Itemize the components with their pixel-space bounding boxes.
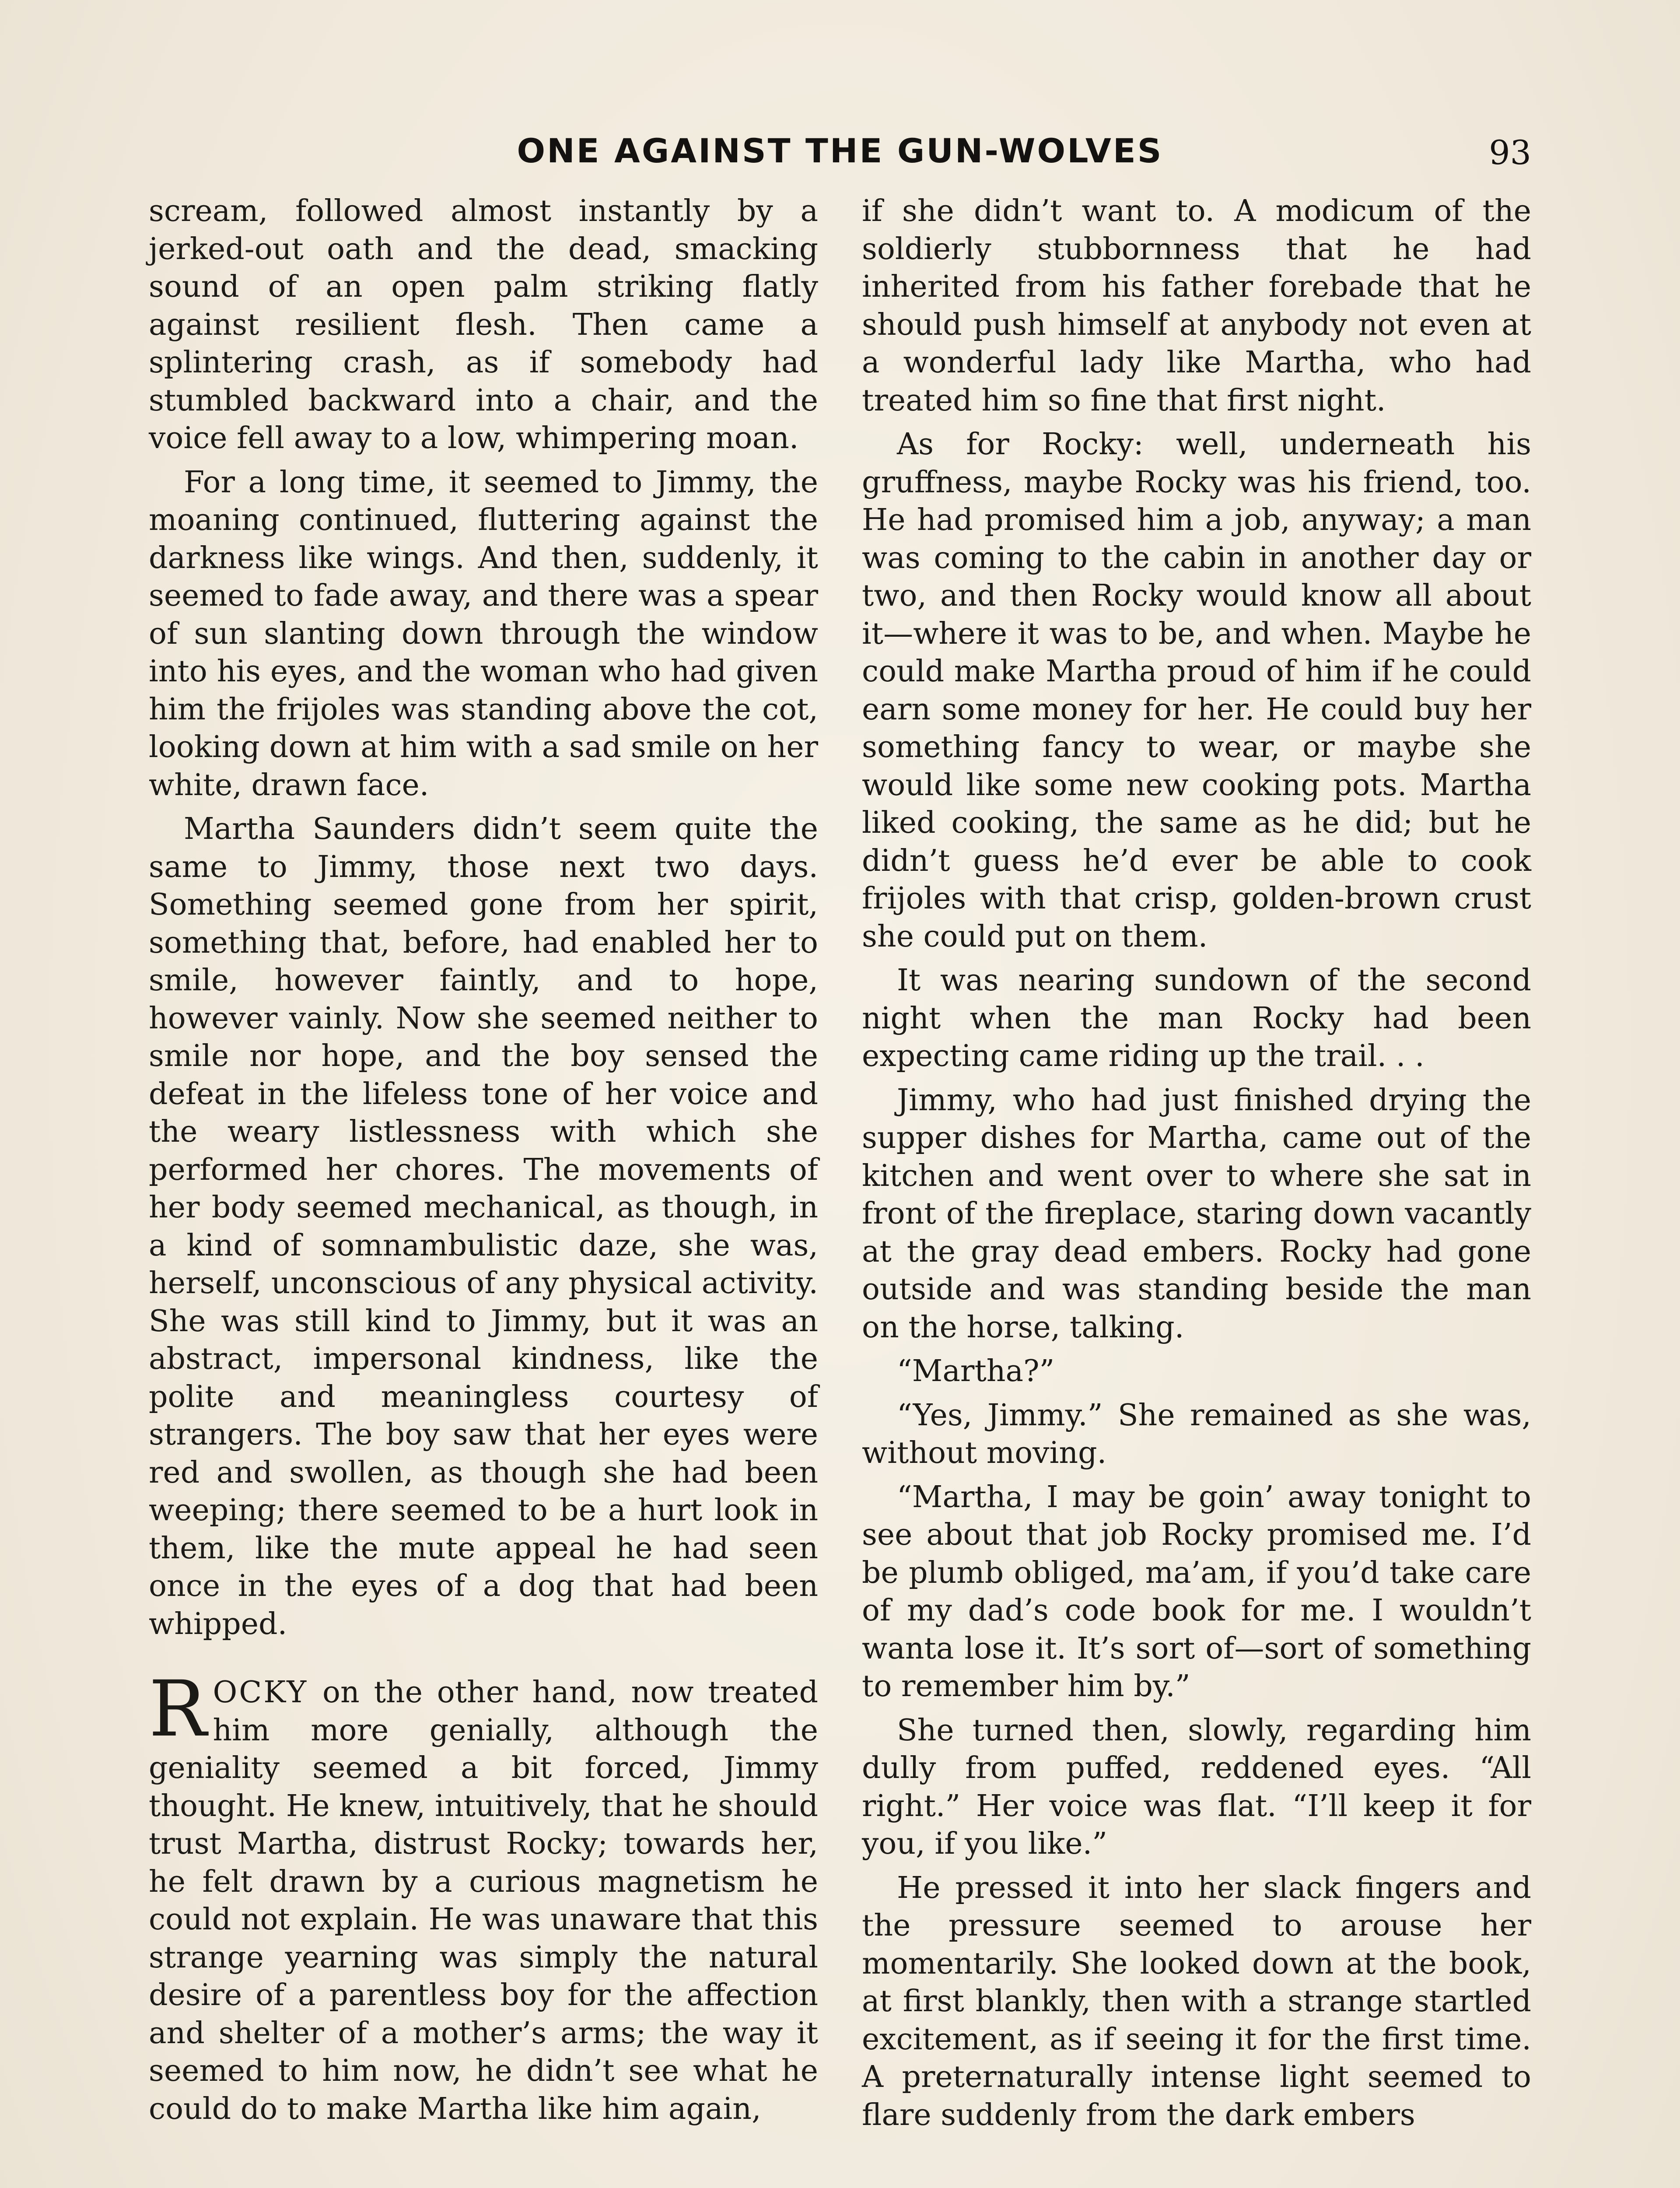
paragraph: “Yes, Jimmy.” She remained as she was, without moving. [862, 1398, 1531, 1470]
paragraph: For a long time, it seemed to Jimmy, the moaning continued, fluttering against the darkness like wings. And then, suddenly, it seemed to fade away, and there was a spear of sun slanting down through the window into his eyes, and the woman who had given him the frijoles was standing above the cot, looking down at him with a sad smile on her white, drawn face. [149, 465, 818, 803]
paragraph-text: on the other hand, now treated him more genially, although the geniality seemed a bit forced, Jimmy thought. He knew, intuitively, that he should trust Martha, distrust Rocky; towards her, he felt drawn by a curious magnetism he could not explain. He was unaware that this strange yearning was simply the natural desire of a parentless boy for the affection and shelter of a mother’s arms; the way it seemed to him now, he didn’t see what he could do to make Martha like him again, [149, 1675, 818, 2126]
left-column [149, 193, 818, 2134]
dropcap-paragraph [149, 1664, 818, 2128]
paragraph: It was nearing sundown of the second night when the man Rocky had been expecting came riding up the trail. . . [862, 963, 1531, 1073]
paragraph: “Martha, I may be goin’ away tonight to see about that job Rocky promised me. I’d be plumb obliged, ma’am, if you’d take care of my dad’s code book for me. I wouldn’t wanta lose it. It’s sort of—sort of something to remember him by.” [862, 1480, 1531, 1704]
page-header [149, 131, 1531, 179]
page-number: 93 [1489, 133, 1531, 172]
paragraph: Jimmy, who had just finished drying the supper dishes for Martha, came out of the kitchen and went over to where she sat in front of the fireplace, staring down vacantly at the gray dead embers. Rocky had gone outside and was standing beside the man on the horse, talking. [862, 1083, 1531, 1345]
drop-cap-initial: R [149, 1664, 207, 1754]
running-title: ONE AGAINST THE GUN-WOLVES [517, 131, 1163, 170]
paragraph: He pressed it into her slack fingers and the pressure seemed to arouse her momentarily. She looked down at the book, at first blankly, then with a strange startled excitement, as if seeing it for the first time. A preternaturally intense light seemed to flare suddenly from the dark embers [862, 1870, 1531, 2132]
paragraph: if she didn’t want to. A modicum of the soldierly stubbornness that he had inherited from his father forebade that he should push himself at anybody not even at a wonderful lady like Martha, who had treated him so fine that first night. [862, 194, 1531, 418]
paragraph: Martha Saunders didn’t seem quite the same to Jimmy, those next two days. Something seemed gone from her spirit, something that, before, had enabled her to smile, however faintly, and to hope, however vainly. Now she seemed neither to smile nor hope, and the boy sensed the defeat in the lifeless tone of her voice and the weary listlessness with which she performed her chores. The movements of her body seemed mechanical, as though, in a kind of somnambulistic daze, she was, herself, unconscious of any physical activity. She was still kind to Jimmy, but it was an abstract, impersonal kindness, like the polite and meaningless courtesy of strangers. The boy saw that her eyes were red and swollen, as though she had been weeping; there seemed to be a hurt look in them, like the mute appeal he had seen once in the eyes of a dog that had been whipped. [149, 812, 818, 1641]
smallcaps-lead: OCKY [213, 1675, 308, 1710]
paragraph: “Martha?” [897, 1354, 1055, 1389]
paragraph: scream, followed almost instantly by a jerked-out oath and the dead, smacking sound of an open palm striking flatly against resilient flesh. Then came a splintering crash, as if somebody had stumbled backward into a chair, and the voice fell away to a low, whimpering moan. [149, 194, 818, 456]
paragraph: As for Rocky: well, underneath his gruffness, maybe Rocky was his friend, too. He had promised him a job, anyway; a man was coming to the cabin in another day or two, and then Rocky would know all about it—where it was to be, and when. Maybe he could make Martha proud of him if he could earn some money for her. He could buy her something fancy to wear, or maybe she would like some new cooking pots. Martha liked cooking, the same as he did; but he didn’t guess he’d ever be able to cook frijoles with that crisp, golden-brown crust she could put on them. [862, 427, 1531, 954]
paragraph: She turned then, slowly, regarding him dully from puffed, reddened eyes. “All right.” Her voice was flat. “I’ll keep it for you, if you like.” [862, 1713, 1531, 1861]
right-column [862, 193, 1531, 2140]
